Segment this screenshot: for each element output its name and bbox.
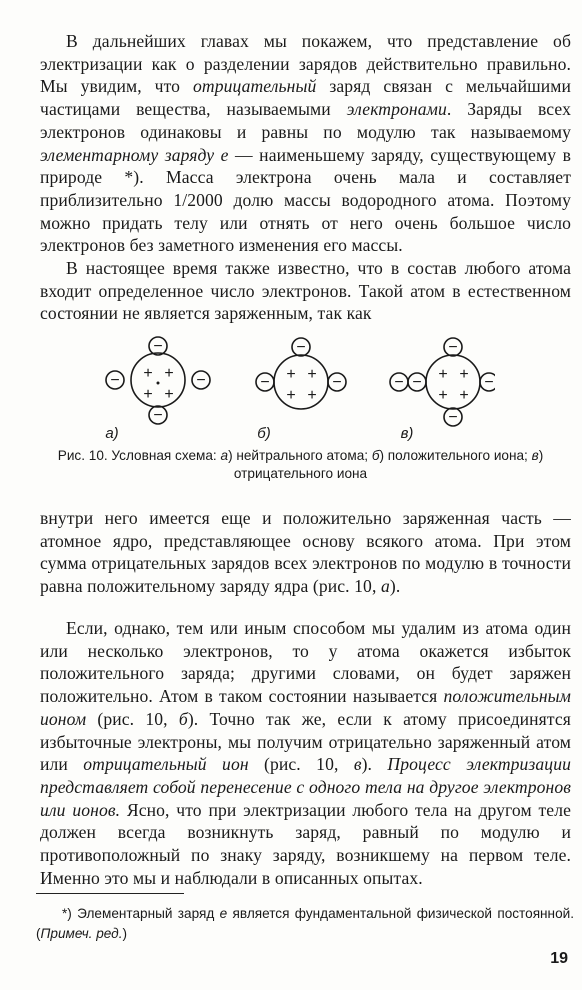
figure-caption: Рис. 10. Условная схема: а) нейтрального атома; б) положительного иона; в) отрицательного иона bbox=[57, 448, 544, 481]
proton-sign: + bbox=[307, 366, 317, 383]
electron-sign: − bbox=[196, 372, 206, 389]
proton-sign: + bbox=[438, 366, 448, 383]
italic-run: электронами bbox=[346, 99, 447, 120]
italic-run: e bbox=[219, 906, 228, 921]
proton-sign: + bbox=[438, 387, 448, 404]
electron-sign: − bbox=[484, 374, 494, 391]
electron-sign: − bbox=[332, 374, 342, 391]
proton-sign: + bbox=[143, 386, 153, 403]
electron-sign: − bbox=[153, 338, 163, 355]
proton-sign: + bbox=[459, 366, 469, 383]
footnote-divider bbox=[36, 893, 184, 894]
italic-run: элементарному заряду e bbox=[40, 144, 229, 165]
electron-sign: − bbox=[296, 339, 306, 356]
italic-run: б bbox=[371, 448, 380, 463]
figure-10 bbox=[100, 326, 495, 443]
italic-run: Примеч. ред. bbox=[40, 926, 123, 941]
electron-sign: − bbox=[412, 374, 422, 391]
electron-sign: − bbox=[153, 407, 163, 424]
nucleus-circle bbox=[274, 355, 328, 409]
atom-b bbox=[256, 338, 346, 442]
proton-sign: + bbox=[286, 366, 296, 383]
italic-run: Процесс электризации представляет собой перенесение с одного тела на другое электронов или ионов. bbox=[40, 754, 571, 820]
electron-sign: − bbox=[394, 374, 404, 391]
proton-sign: + bbox=[307, 387, 317, 404]
electron-sign: − bbox=[448, 339, 458, 356]
italic-run: б bbox=[178, 708, 188, 729]
atom-label-c: в) bbox=[400, 425, 414, 442]
electron-sign: − bbox=[448, 409, 458, 426]
electron-sign: − bbox=[260, 374, 270, 391]
paragraph-4: Если, однако, тем или иным способом мы удалим из атома один или несколько электронов, то у атома окажется избыток положительного заряда; другими словами, он будет заряжен положительно. Атом в таком состоянии называется положительным ионом (рис. 10, б). Точно так же, если к атому присоединятся избыточные электроны, мы получим отрицательно заряженный атом или отрицательный ион (рис. 10, в). Процесс электризации представляет собой перенесение с одного тела на другое электронов или ионов. Ясно, что при электризации любого тела на другом теле должен всегда возникнуть заряд, равный по модулю и противоположный по знаку заряду, возникшему на первом теле. Именно это мы и наблюдали в описанных опытах. bbox=[40, 618, 571, 888]
paragraph-3: внутри него имеется еще и положительно заряженная часть — атомное ядро, представляющее основу всякого атома. При этом сумма отрицательных зарядов всех электронов по модулю в точности равна положительному заряду ядра (рис. 10, а). bbox=[40, 508, 571, 597]
proton-sign: + bbox=[164, 365, 174, 382]
proton-sign: + bbox=[164, 386, 174, 403]
italic-run: в bbox=[353, 754, 362, 775]
italic-run: в bbox=[531, 448, 539, 463]
atom-label-b: б) bbox=[257, 425, 271, 442]
proton-sign: + bbox=[143, 365, 153, 382]
italic-run: а bbox=[380, 576, 390, 597]
atom-label-a: а) bbox=[105, 425, 119, 442]
proton-sign: + bbox=[459, 387, 469, 404]
italic-run: положительным ионом bbox=[40, 686, 571, 729]
paragraph-2: В настоящее время также известно, что в состав любого атома входит определенное число электронов. Такой атом в естественном состоянии не является заряженным, так как bbox=[40, 258, 571, 324]
footnote: *) Элементарный заряд e является фундаментальной физической постоянной. (Примеч. ред.) bbox=[36, 906, 574, 941]
italic-run: отрицательный ион bbox=[83, 754, 249, 775]
nucleus-circle bbox=[131, 353, 185, 407]
electron-sign: − bbox=[110, 372, 120, 389]
atom-c bbox=[390, 338, 495, 442]
paragraph-1: В дальнейших главах мы покажем, что представление об электризации как о разделении зарядов действительно правильно. Мы увидим, что отрицательный заряд связан с мельчайшими частицами вещества, называемыми электронами. Заряды всех электронов одинаковы и равны по модулю так называемому элементарному заряду e — наименьшему заряду, существующему в природе *). Масса электрона очень мала и составляет приблизительно 1/2000 долю массы водородного атома. Поэтому можно придать телу или отнять от него очень большое число электронов без заметного изменения его массы. bbox=[40, 31, 571, 256]
atom-a bbox=[105, 337, 210, 442]
proton-sign: + bbox=[286, 387, 296, 404]
italic-run: а bbox=[220, 448, 229, 463]
nucleus-circle bbox=[426, 355, 480, 409]
italic-run: отрицательный bbox=[193, 76, 317, 97]
nucleus-dot bbox=[157, 382, 160, 385]
page-number: 19 bbox=[550, 950, 568, 967]
